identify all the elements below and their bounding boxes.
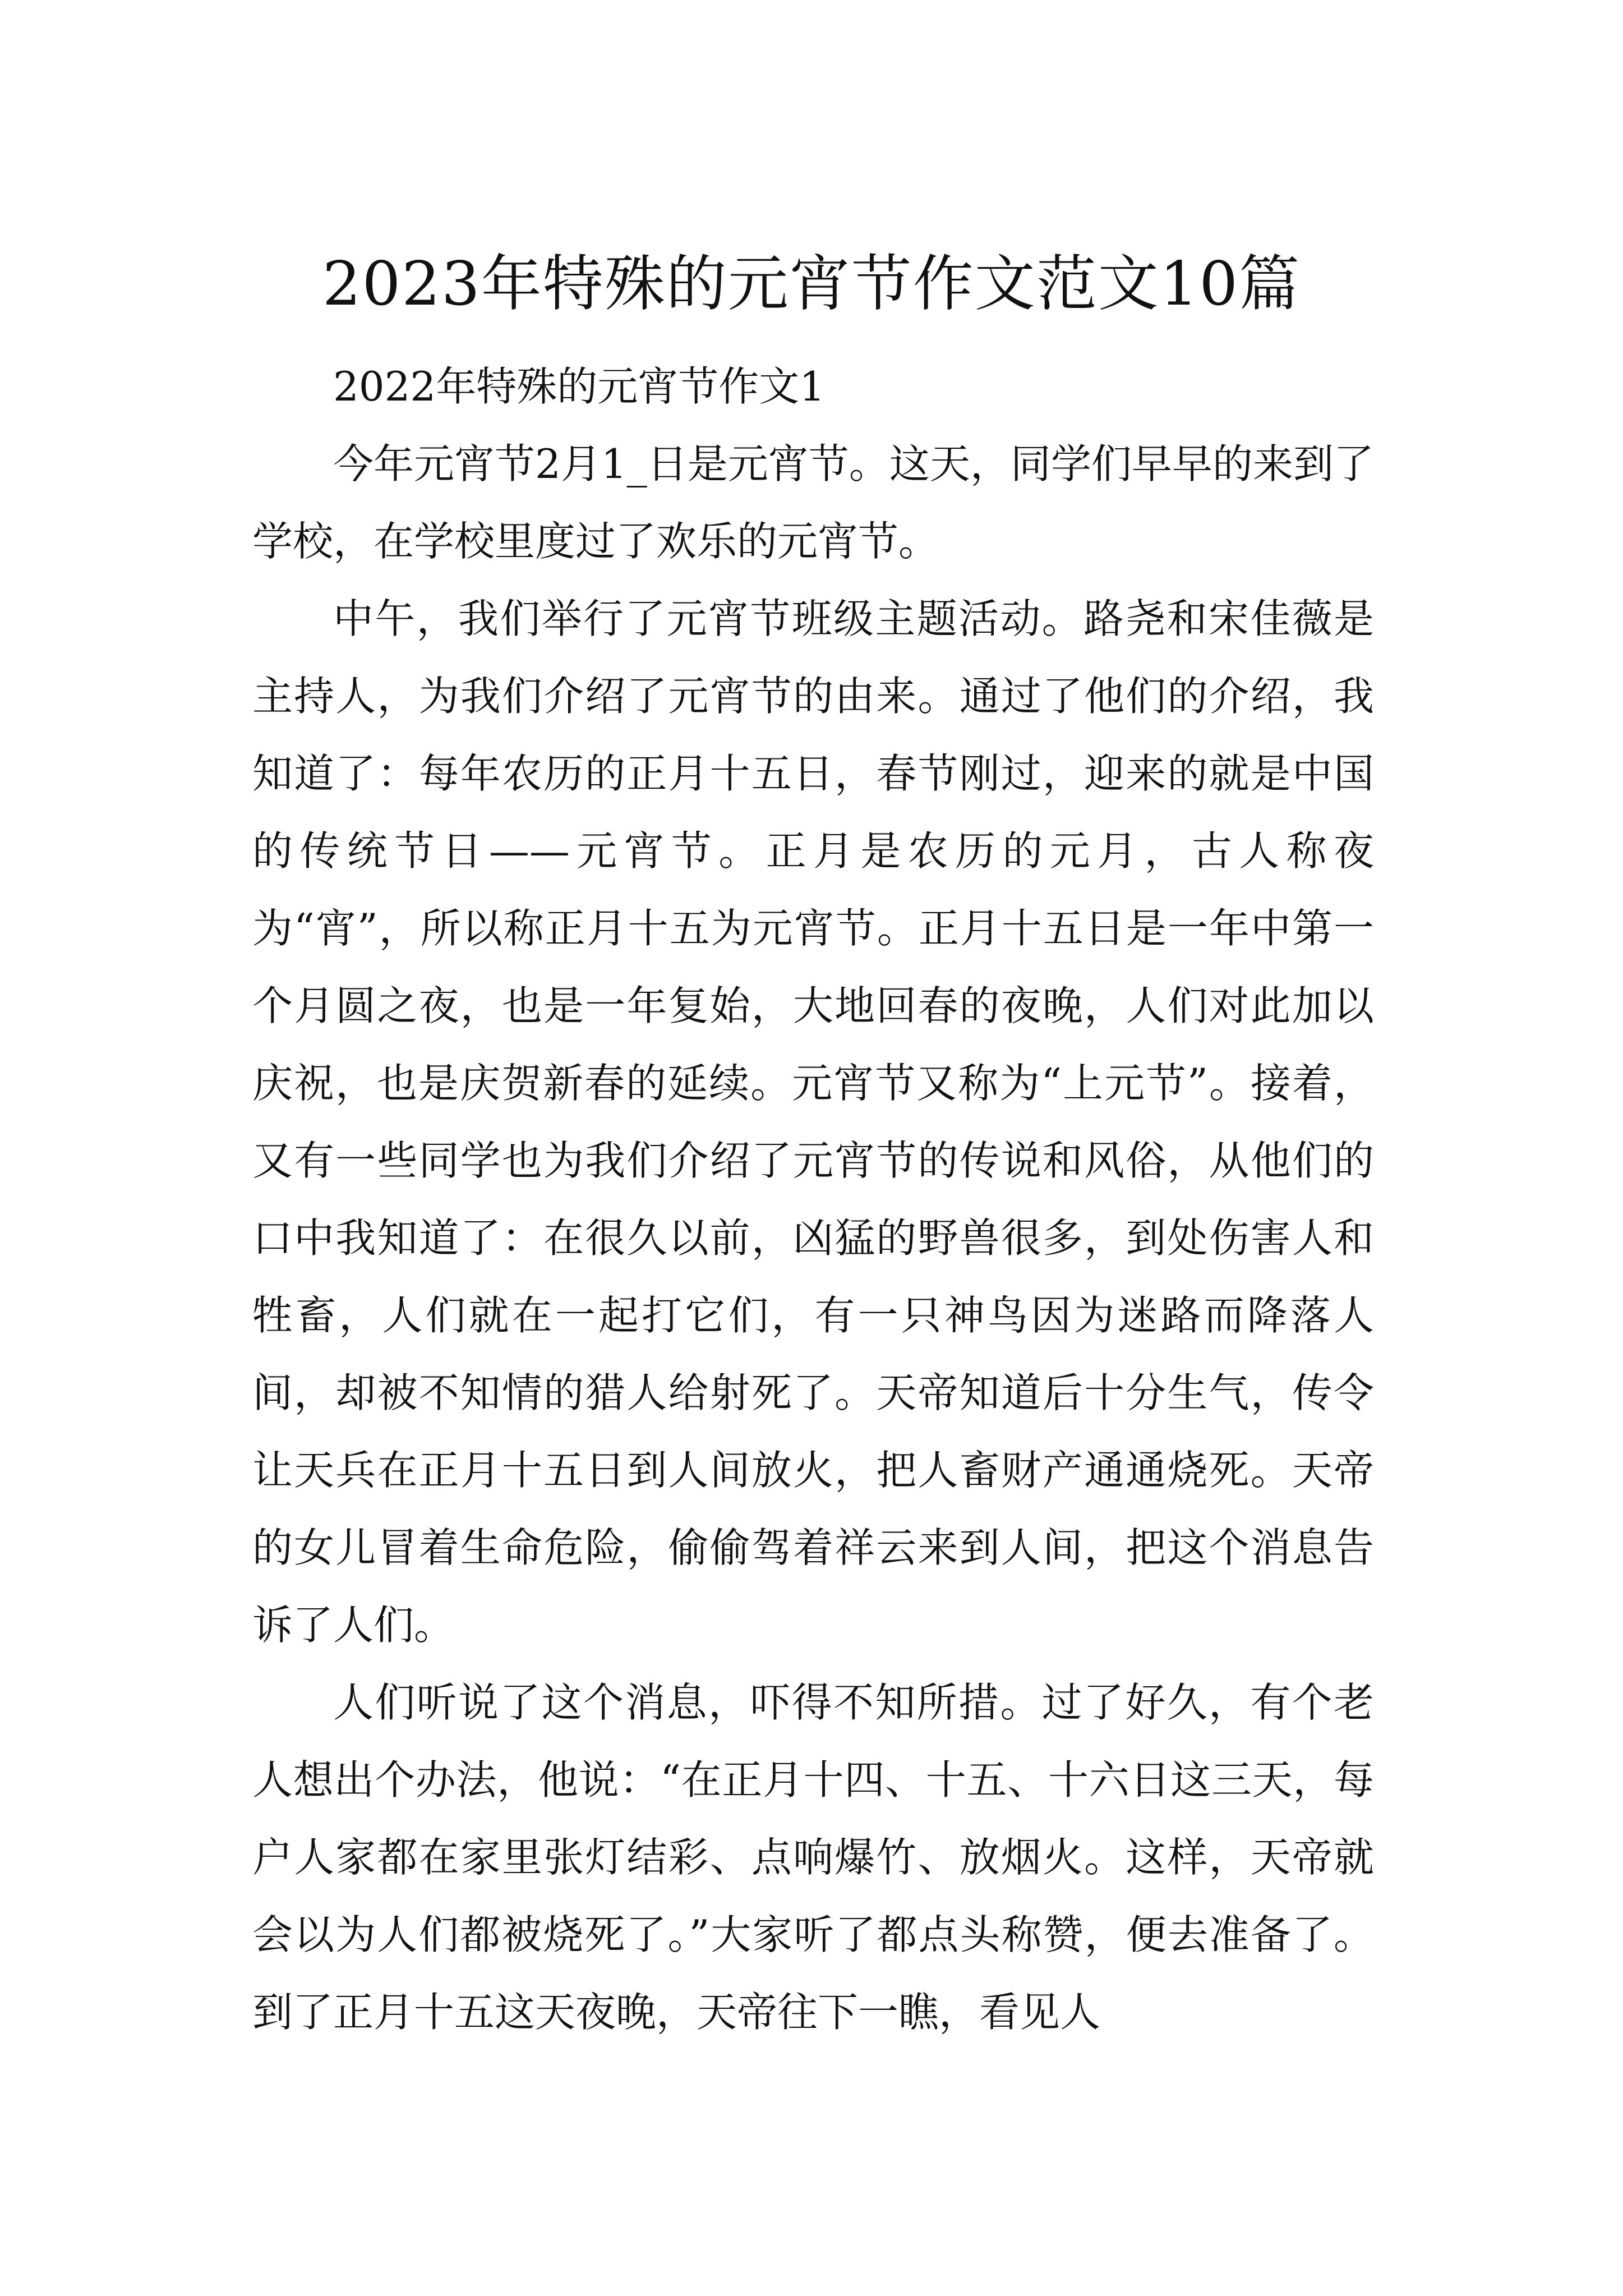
document-body <box>252 348 1374 2051</box>
document-title: 2023年特殊的元宵节作文范文10篇 <box>322 249 1301 320</box>
paragraph-1: 今年元宵节2月1_日是元宵节。这天，同学们早早的来到了学校，在学校里度过了欢乐的元宵节。 <box>252 440 1374 565</box>
section-heading: 2022年特殊的元宵节作文1 <box>333 363 826 410</box>
paragraph-2: 中午，我们举行了元宵节班级主题活动。路尧和宋佳薇是主持人，为我们介绍了元宵节的由来。通过了他们的介绍，我知道了：每年农历的正月十五日，春节刚过，迎来的就是中国的传统节日——元宵节。正月是农历的元月，古人称夜为“宵”，所以称正月十五为元宵节。正月十五日是一年中第一个月圆之夜，也是一年复始，大地回春的夜晚，人们对此加以庆祝，也是庆贺新春的延续。元宵节又称为“上元节”。接着，又有一些同学也为我们介绍了元宵节的传说和风俗，从他们的口中我知道了：在很久以前，凶猛的野兽很多，到处伤害人和牲畜，人们就在一起打它们，有一只神鸟因为迷路而降落人间，却被不知情的猎人给射死了。天帝知道后十分生气，传令让天兵在正月十五日到人间放火，把人畜财产通通烧死。天帝的女儿冒着生命危险，偷偷驾着祥云来到人间，把这个消息告诉了人们。 <box>252 595 1374 1649</box>
paragraph-3: 人们听说了这个消息，吓得不知所措。过了好久，有个老人想出个办法，他说：“在正月十四、十五、十六日这三天，每户人家都在家里张灯结彩、点响爆竹、放烟火。这样，天帝就会以为人们都被烧死了。”大家听了都点头称赞，便去准备了。到了正月十五这天夜晚，天帝往下一瞧，看见人 <box>252 1679 1374 2036</box>
